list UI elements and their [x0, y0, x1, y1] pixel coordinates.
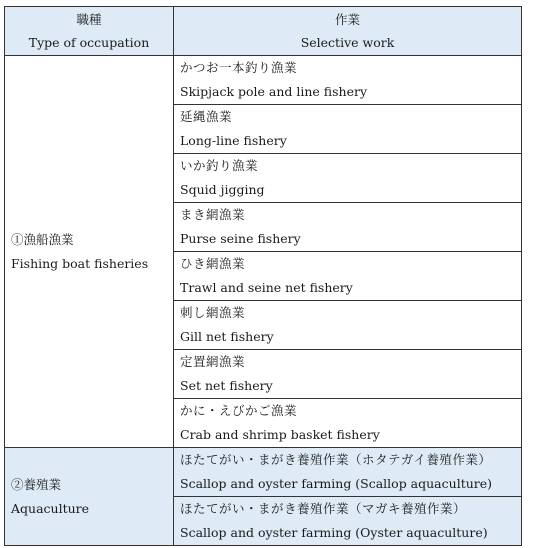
- occupation-en: Aquaculture: [11, 500, 90, 516]
- work-cell: [174, 497, 522, 546]
- table-row: [5, 56, 522, 105]
- work-en: Squid jigging: [180, 182, 265, 197]
- work-jp: 定置網漁業: [180, 354, 246, 369]
- work-en: Scallop and oyster farming (Scallop aquaculture): [180, 476, 493, 491]
- occupation-jp: ①漁船漁業: [11, 231, 74, 247]
- work-jp: ほたてがい・まがき養殖作業（マガキ養殖作業）: [180, 501, 467, 516]
- occupation-header-jp: 職種: [76, 12, 102, 27]
- work-cell: [174, 350, 522, 399]
- work-en: Skipjack pole and line fishery: [180, 84, 368, 99]
- work-cell: [174, 203, 522, 252]
- work-en: Gill net fishery: [180, 329, 274, 344]
- work-jp: いか釣り漁業: [180, 158, 259, 173]
- occupation-cell-aquaculture: [5, 448, 174, 546]
- work-en: Set net fishery: [180, 378, 273, 393]
- occupation-header: [5, 7, 174, 56]
- work-jp: 刺し網漁業: [180, 305, 246, 320]
- work-cell: [174, 448, 522, 497]
- work-header-en: Selective work: [300, 35, 395, 50]
- occupation-en: Fishing boat fisheries: [11, 255, 149, 271]
- occupation-jp: ②養殖業: [11, 476, 62, 492]
- work-cell: [174, 399, 522, 448]
- work-en: Crab and shrimp basket fishery: [180, 427, 380, 442]
- work-header-jp: 作業: [334, 12, 360, 27]
- work-cell: [174, 105, 522, 154]
- work-en: Trawl and seine net fishery: [180, 280, 353, 295]
- table-row: [5, 448, 522, 497]
- work-header: [174, 7, 522, 56]
- work-jp: ほたてがい・まがき養殖作業（ホタテガイ養殖作業）: [180, 452, 492, 467]
- work-en: Scallop and oyster farming (Oyster aquaculture): [180, 525, 488, 540]
- work-jp: かつお一本釣り漁業: [180, 60, 298, 75]
- work-jp: まき網漁業: [180, 207, 246, 222]
- work-cell: [174, 301, 522, 350]
- work-en: Long-line fishery: [180, 133, 287, 148]
- table-header-row: [5, 7, 522, 56]
- work-en: Purse seine fishery: [180, 231, 301, 246]
- occupation-header-en: Type of occupation: [28, 35, 150, 50]
- work-jp: かに・えびかご漁業: [180, 403, 298, 418]
- work-jp: 延縄漁業: [180, 109, 233, 124]
- work-cell: [174, 154, 522, 203]
- work-cell: [174, 56, 522, 105]
- occupation-table: [4, 6, 522, 546]
- work-cell: [174, 252, 522, 301]
- work-jp: ひき網漁業: [180, 256, 246, 271]
- occupation-cell-fishing: [5, 56, 174, 448]
